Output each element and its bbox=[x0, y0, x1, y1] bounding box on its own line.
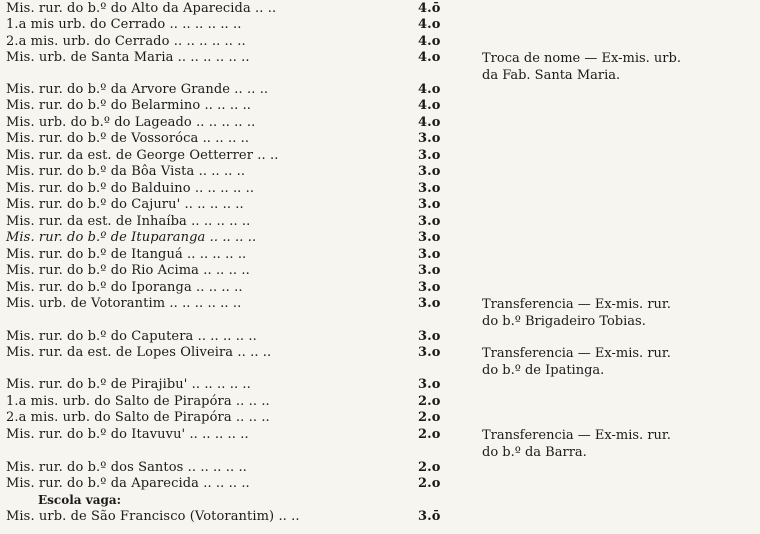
school-grade: 3.o bbox=[418, 296, 441, 311]
school-grade: 4.o bbox=[418, 34, 441, 49]
school-grade: 3.o bbox=[418, 329, 441, 344]
school-grade: 4.o bbox=[418, 98, 441, 113]
school-grade: 3.o bbox=[418, 247, 441, 262]
school-name: Mis. rur. do b.º de Ituparanga .. .. .. .. bbox=[6, 230, 257, 245]
school-grade: 4.ō bbox=[418, 1, 441, 16]
school-name: 1.a mis urb. do Cerrado .. .. .. .. .. .. bbox=[6, 17, 242, 32]
school-name: Mis. rur. do b.º do Itavuvu' .. .. .. .. .. bbox=[6, 427, 249, 442]
side-note bbox=[482, 345, 754, 379]
side-note-line: do b.º de Ipatinga. bbox=[482, 363, 605, 378]
school-grade: 3.o bbox=[418, 263, 441, 278]
side-note-line: Troca de nome — Ex-mis. urb. bbox=[482, 51, 681, 66]
school-grade: 3.o bbox=[418, 197, 441, 212]
side-note bbox=[482, 296, 754, 330]
school-name: Mis. rur. do b.º do Caputera .. .. .. .. .. bbox=[6, 329, 257, 344]
vacant-school-subheading: Escola vaga: bbox=[38, 493, 122, 507]
side-note-line: da Fab. Santa Maria. bbox=[482, 68, 621, 83]
school-grade: 2.o bbox=[418, 410, 441, 425]
side-note bbox=[482, 50, 754, 84]
school-name: Mis. rur. do b.º da Arvore Grande .. .. .. bbox=[6, 82, 269, 97]
side-note bbox=[482, 427, 754, 461]
school-name: Mis. rur. do b.º dos Santos .. .. .. .. .. bbox=[6, 460, 247, 475]
school-name: Mis. urb. do b.º do Lageado .. .. .. .. .. bbox=[6, 115, 256, 130]
school-name: Mis. rur. do b.º do Iporanga .. .. .. .. bbox=[6, 280, 243, 295]
school-grade: 2.o bbox=[418, 427, 441, 442]
school-name: Mis. urb. de Votorantim .. .. .. .. .. .. bbox=[6, 296, 242, 311]
school-name: Mis. rur. do b.º de Pirajibu' .. .. .. .. .. bbox=[6, 377, 251, 392]
school-name: Mis. rur. do b.º do Rio Acima .. .. .. .. bbox=[6, 263, 250, 278]
side-note-line: Transferencia — Ex-mis. rur. bbox=[482, 297, 671, 312]
side-note-line: Transferencia — Ex-mis. rur. bbox=[482, 428, 671, 443]
school-name: 2.a mis. urb. do Cerrado .. .. .. .. .. .. bbox=[6, 34, 246, 49]
side-note-line: do b.º da Barra. bbox=[482, 445, 587, 460]
school-grade: 4.o bbox=[418, 50, 441, 65]
school-name: Mis. rur. do b.º de Vossoróca .. .. .. .. bbox=[6, 131, 250, 146]
school-grade: 4.o bbox=[418, 17, 441, 32]
school-name: Mis. rur. do b.º do Alto da Aparecida .. .. bbox=[6, 1, 277, 16]
school-name: Mis. rur. da est. de Inhaíba .. .. .. .. .. bbox=[6, 214, 251, 229]
school-name: Mis. rur. do b.º da Aparecida .. .. .. .. bbox=[6, 476, 250, 491]
school-grade: 4.o bbox=[418, 115, 441, 130]
school-name: Mis. urb. de São Francisco (Votorantim) .. .. bbox=[6, 509, 300, 524]
school-grade: 3.ō bbox=[418, 509, 441, 524]
school-name: 2.a mis. urb. do Salto de Pirapóra .. .. .. bbox=[6, 410, 270, 425]
school-name: Mis. urb. de Santa Maria .. .. .. .. .. .. bbox=[6, 50, 250, 65]
school-grade: 3.o bbox=[418, 230, 441, 245]
school-grade: 2.o bbox=[418, 394, 441, 409]
school-name: Mis. rur. da est. de Lopes Oliveira .. .. .. bbox=[6, 345, 272, 360]
school-grade: 3.o bbox=[418, 345, 441, 360]
school-grade: 3.o bbox=[418, 131, 441, 146]
side-note-line: Transferencia — Ex-mis. rur. bbox=[482, 346, 671, 361]
school-grade: 2.o bbox=[418, 476, 441, 491]
school-grade: 2.o bbox=[418, 460, 441, 475]
school-name: Mis. rur. do b.º de Itanguá .. .. .. .. .. bbox=[6, 247, 247, 262]
school-name: Mis. rur. do b.º da Bôa Vista .. .. .. .. bbox=[6, 164, 246, 179]
side-note-line: do b.º Brigadeiro Tobias. bbox=[482, 314, 646, 329]
school-grade: 3.o bbox=[418, 377, 441, 392]
school-grade: 3.o bbox=[418, 280, 441, 295]
school-name: Mis. rur. do b.º do Balduino .. .. .. .. .. bbox=[6, 181, 255, 196]
school-name: Mis. rur. da est. de George Oetterrer .. .. bbox=[6, 148, 279, 163]
school-grade: 4.o bbox=[418, 82, 441, 97]
school-grade: 3.o bbox=[418, 181, 441, 196]
school-grade: 3.o bbox=[418, 214, 441, 229]
school-grade: 3.o bbox=[418, 164, 441, 179]
school-name: 1.a mis. urb. do Salto de Pirapóra .. .. .. bbox=[6, 394, 270, 409]
school-name: Mis. rur. do b.º do Belarmino .. .. .. .. bbox=[6, 98, 252, 113]
school-grade: 3.o bbox=[418, 148, 441, 163]
school-name: Mis. rur. do b.º do Cajuru' .. .. .. .. .. bbox=[6, 197, 244, 212]
